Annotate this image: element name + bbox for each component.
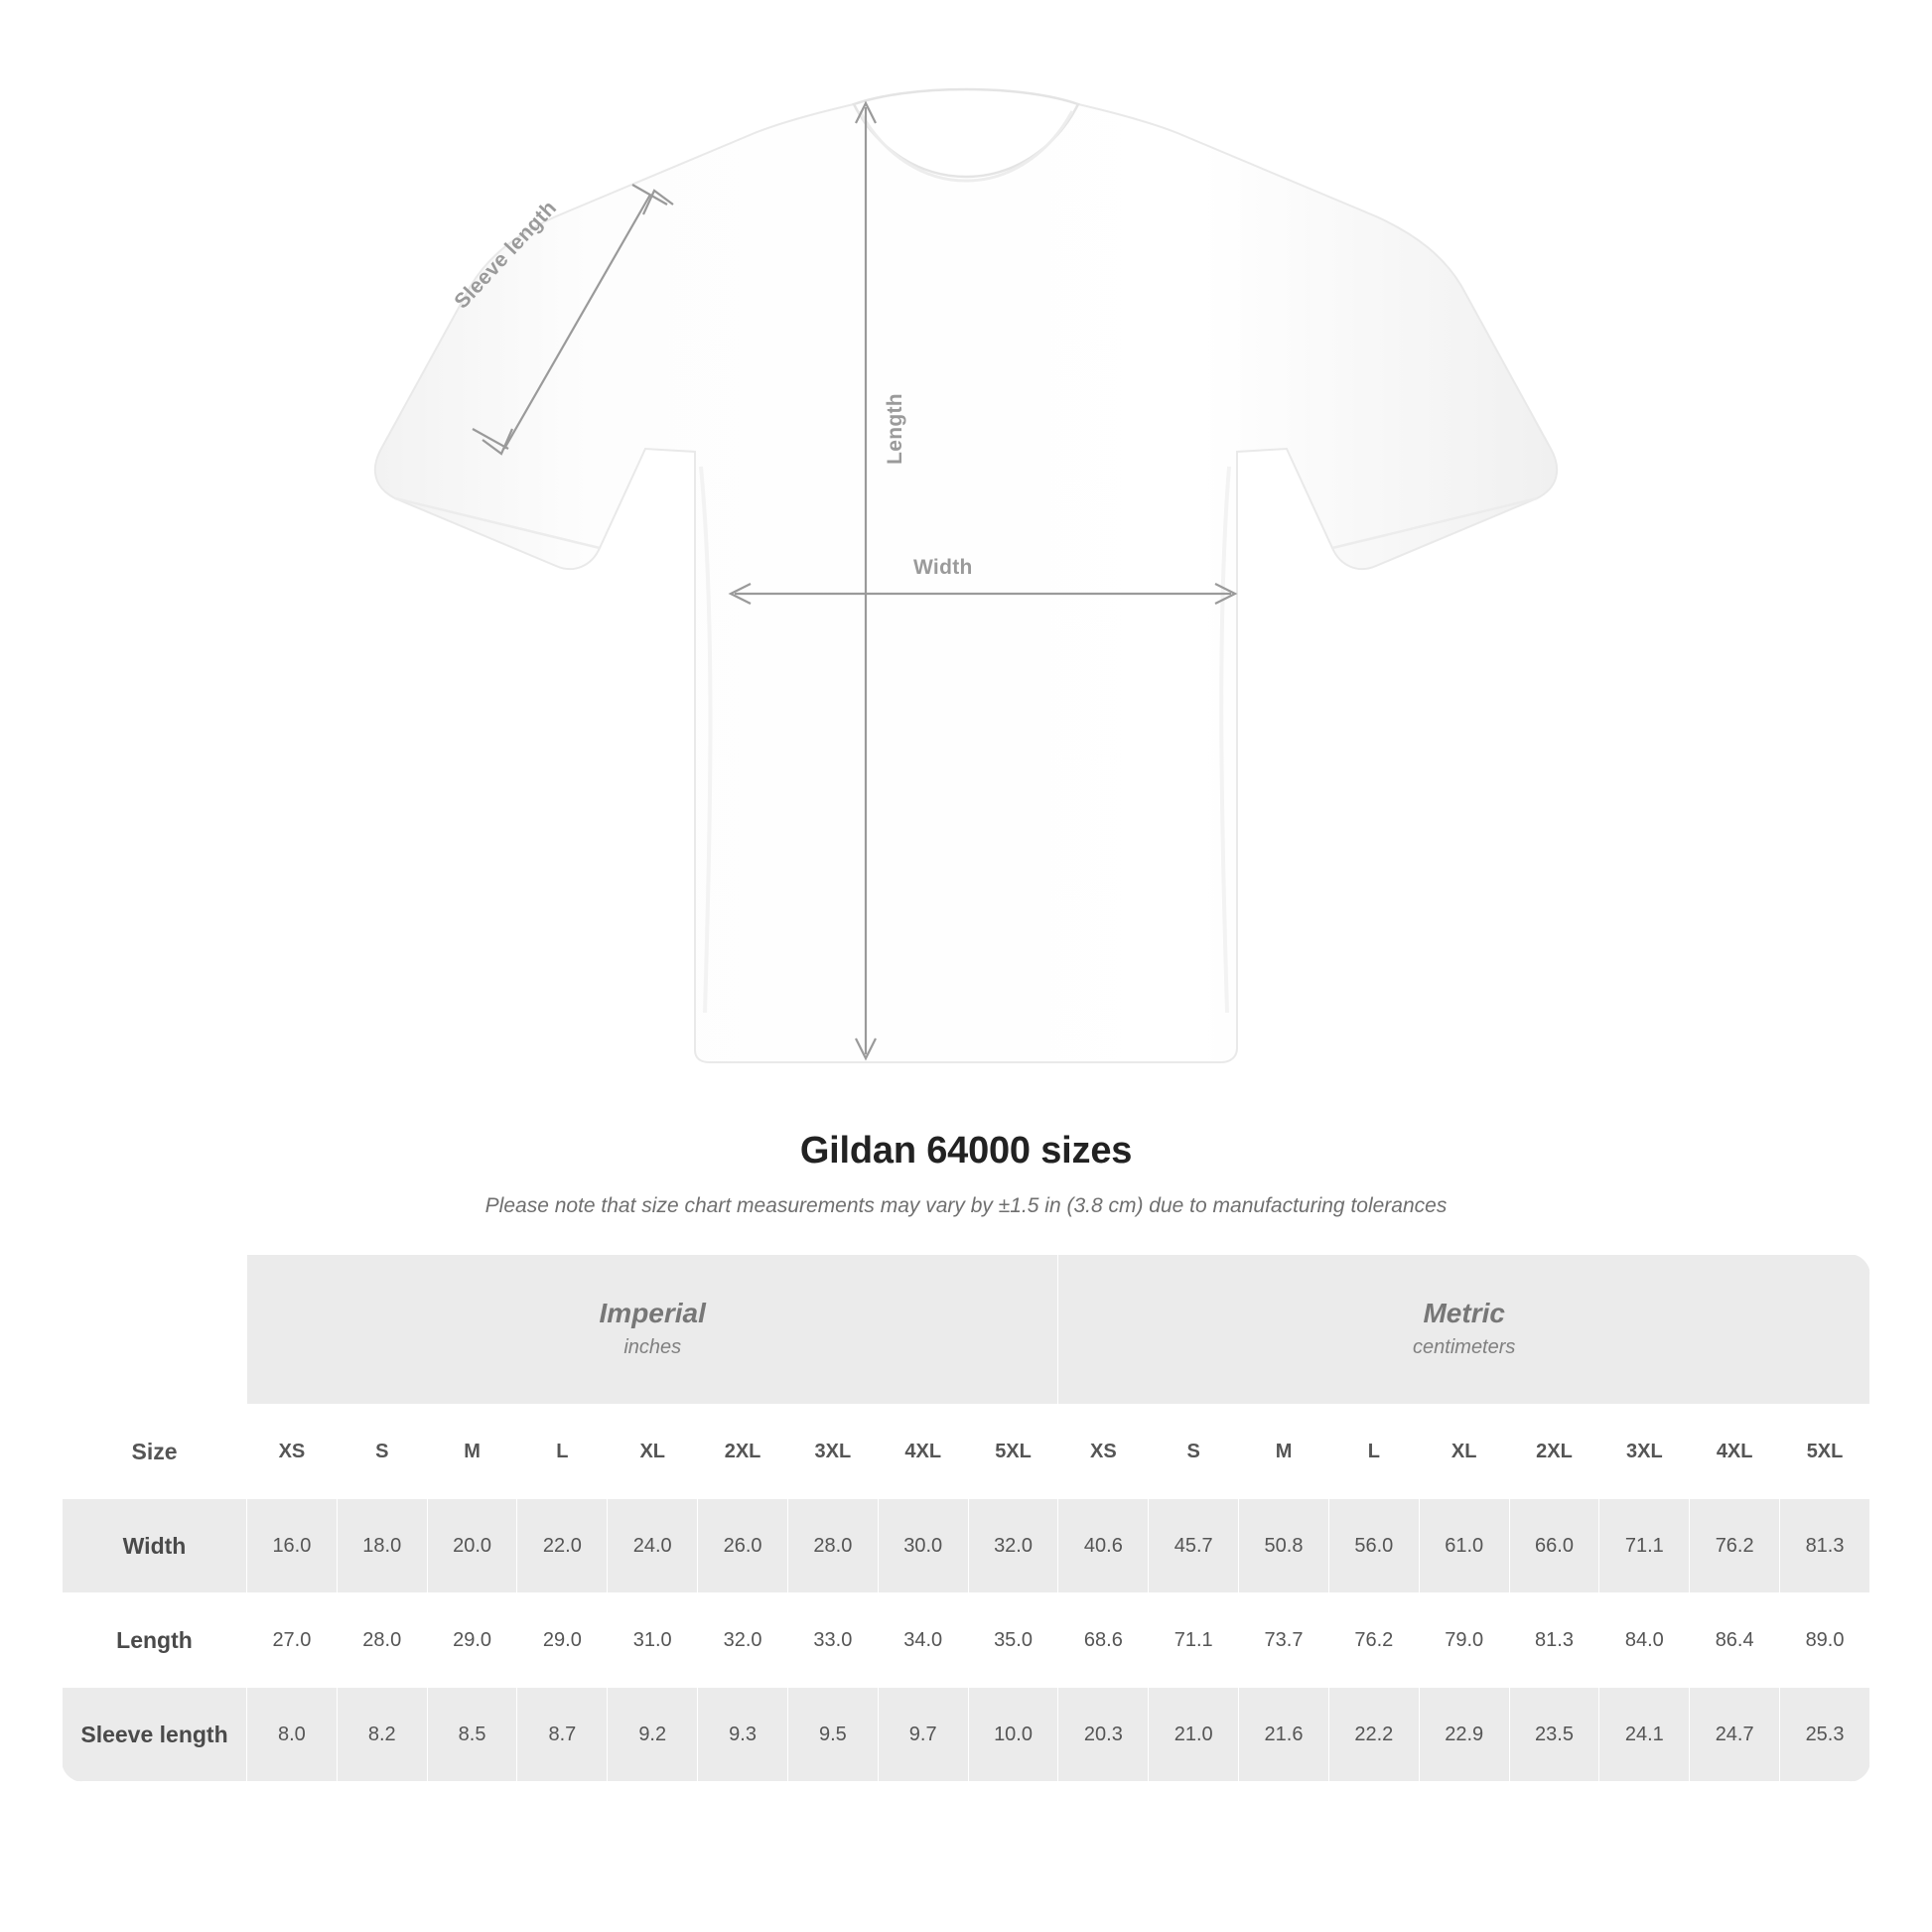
table-cell: 28.0	[787, 1499, 878, 1593]
size-header-row	[63, 1405, 1870, 1499]
imperial-subtitle: inches	[623, 1336, 682, 1359]
size-cell: 3XL	[787, 1405, 878, 1499]
table-cell: 32.0	[698, 1593, 788, 1688]
table-cell: 8.7	[517, 1688, 608, 1782]
table-cell: 18.0	[337, 1499, 427, 1593]
imperial-unit-cell	[247, 1255, 1058, 1405]
table-cell: 86.4	[1690, 1593, 1780, 1688]
table-cell: 28.0	[337, 1593, 427, 1688]
chart-heading-block	[0, 1130, 1932, 1218]
table-cell: 22.9	[1419, 1688, 1509, 1782]
size-header-cell: Size	[63, 1405, 247, 1499]
row-label-width: Width	[63, 1499, 247, 1593]
imperial-title: Imperial	[599, 1297, 706, 1328]
size-cell: XS	[247, 1405, 338, 1499]
table-cell: 27.0	[247, 1593, 338, 1688]
table-cell: 32.0	[968, 1499, 1058, 1593]
size-cell: 2XL	[1509, 1405, 1599, 1499]
table-cell: 71.1	[1149, 1593, 1239, 1688]
table-cell: 20.3	[1058, 1688, 1149, 1782]
table-cell: 89.0	[1780, 1593, 1870, 1688]
length-label: Length	[883, 393, 906, 465]
table-cell: 29.0	[427, 1593, 517, 1688]
table-cell: 45.7	[1149, 1499, 1239, 1593]
table-cell: 40.6	[1058, 1499, 1149, 1593]
size-cell: L	[517, 1405, 608, 1499]
table-cell: 76.2	[1690, 1499, 1780, 1593]
width-label: Width	[913, 556, 973, 579]
table-cell: 8.5	[427, 1688, 517, 1782]
table-cell: 8.0	[247, 1688, 338, 1782]
size-cell: XS	[1058, 1405, 1149, 1499]
table-cell: 24.7	[1690, 1688, 1780, 1782]
table-cell: 81.3	[1780, 1499, 1870, 1593]
size-cell: 5XL	[1780, 1405, 1870, 1499]
table-row	[63, 1593, 1870, 1688]
table-cell: 26.0	[698, 1499, 788, 1593]
table-cell: 61.0	[1419, 1499, 1509, 1593]
table-cell: 24.0	[608, 1499, 698, 1593]
table-cell: 66.0	[1509, 1499, 1599, 1593]
table-cell: 33.0	[787, 1593, 878, 1688]
table-cell: 23.5	[1509, 1688, 1599, 1782]
table-corner-cell	[63, 1255, 247, 1405]
table-cell: 21.0	[1149, 1688, 1239, 1782]
table-cell: 22.2	[1328, 1688, 1419, 1782]
table-cell: 68.6	[1058, 1593, 1149, 1688]
table-cell: 8.2	[337, 1688, 427, 1782]
table-cell: 20.0	[427, 1499, 517, 1593]
table-cell: 34.0	[878, 1593, 968, 1688]
size-table	[62, 1254, 1870, 1782]
size-cell: S	[1149, 1405, 1239, 1499]
tolerance-note: Please note that size chart measurements may vary by ±1.5 in (3.8 cm) due to manufacturing tolerances	[484, 1194, 1448, 1217]
metric-title: Metric	[1423, 1297, 1505, 1328]
table-row	[63, 1688, 1870, 1782]
size-cell: L	[1328, 1405, 1419, 1499]
size-cell: XL	[1419, 1405, 1509, 1499]
table-cell: 29.0	[517, 1593, 608, 1688]
table-cell: 31.0	[608, 1593, 698, 1688]
size-cell: 4XL	[1690, 1405, 1780, 1499]
table-cell: 81.3	[1509, 1593, 1599, 1688]
size-cell: 2XL	[698, 1405, 788, 1499]
page-title: Gildan 64000 sizes	[799, 1130, 1133, 1172]
size-cell: S	[337, 1405, 427, 1499]
table-cell: 73.7	[1239, 1593, 1329, 1688]
size-cell: 5XL	[968, 1405, 1058, 1499]
size-cell: M	[427, 1405, 517, 1499]
table-cell: 35.0	[968, 1593, 1058, 1688]
shirt-body	[375, 104, 1557, 1062]
metric-subtitle: centimeters	[1413, 1336, 1516, 1359]
table-cell: 22.0	[517, 1499, 608, 1593]
table-cell: 56.0	[1328, 1499, 1419, 1593]
size-table-wrapper	[62, 1254, 1870, 1782]
size-cell: M	[1239, 1405, 1329, 1499]
table-cell: 71.1	[1599, 1499, 1690, 1593]
sleeve-length-label: Sleeve length	[450, 196, 562, 314]
table-cell: 9.5	[787, 1688, 878, 1782]
row-label-sleeve-length: Sleeve length	[63, 1688, 247, 1782]
row-label-length: Length	[63, 1593, 247, 1688]
table-cell: 21.6	[1239, 1688, 1329, 1782]
table-cell: 9.2	[608, 1688, 698, 1782]
table-cell: 30.0	[878, 1499, 968, 1593]
table-cell: 79.0	[1419, 1593, 1509, 1688]
table-cell: 16.0	[247, 1499, 338, 1593]
table-cell: 50.8	[1239, 1499, 1329, 1593]
table-cell: 9.7	[878, 1688, 968, 1782]
size-cell: 4XL	[878, 1405, 968, 1499]
metric-unit-cell	[1058, 1255, 1870, 1405]
table-cell: 10.0	[968, 1688, 1058, 1782]
size-cell: XL	[608, 1405, 698, 1499]
table-cell: 9.3	[698, 1688, 788, 1782]
table-cell: 76.2	[1328, 1593, 1419, 1688]
unit-header-row	[63, 1255, 1870, 1405]
table-cell: 84.0	[1599, 1593, 1690, 1688]
table-cell: 24.1	[1599, 1688, 1690, 1782]
table-row	[63, 1499, 1870, 1593]
table-cell: 25.3	[1780, 1688, 1870, 1782]
size-cell: 3XL	[1599, 1405, 1690, 1499]
